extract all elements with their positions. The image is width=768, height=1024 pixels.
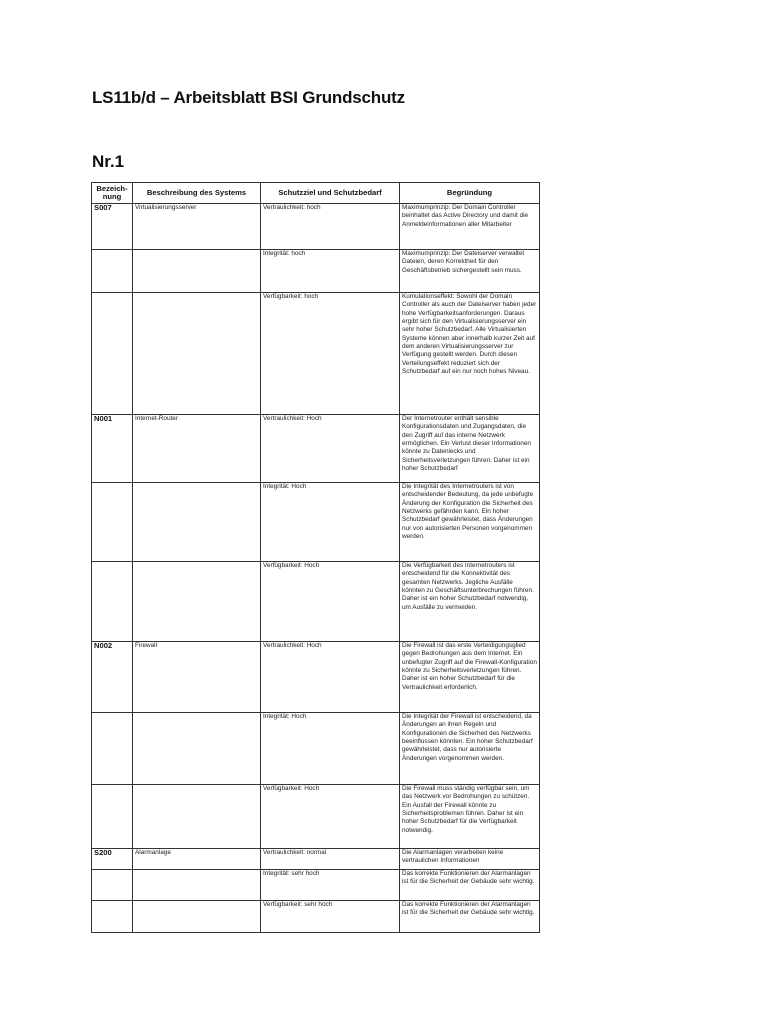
- row-code: N001: [92, 415, 133, 483]
- header-justification: Begründung: [400, 183, 540, 204]
- table-row: [92, 849, 540, 870]
- row-goal: Vertraulichkeit: hoch: [261, 204, 400, 250]
- row-code: [92, 250, 133, 293]
- table-row: [92, 713, 540, 785]
- row-goal: Integrität: Hoch: [261, 713, 400, 785]
- row-goal: Verfügbarkeit: Hoch: [261, 785, 400, 849]
- table-header-row: [92, 183, 540, 204]
- row-goal: Integrität: hoch: [261, 250, 400, 293]
- header-protection-goal: Schutzziel und Schutzbedarf: [261, 183, 400, 204]
- row-system: [133, 901, 261, 933]
- table-row: [92, 785, 540, 849]
- protection-requirements-table: [91, 182, 540, 933]
- row-code: [92, 562, 133, 642]
- row-goal: Vertraulichkeit: Hoch: [261, 642, 400, 713]
- row-code: S007: [92, 204, 133, 250]
- row-code: S200: [92, 849, 133, 870]
- row-reason: Die Firewall muss ständig verfügbar sein, um das Netzwerk vor Bedrohungen zu schützen. Ein Ausfall der Firewall könnte zu Sicherheitsproblemen führen. Daher ist ein hoher Schutzbedarf für die Verfügbarkeit notwendig.: [400, 785, 540, 849]
- document-title: LS11b/d – Arbeitsblatt BSI Grundschutz: [92, 88, 405, 107]
- row-system: Virtualisierungsserver: [133, 204, 261, 250]
- row-reason: Die Firewall ist das erste Verteidigungsglied gegen Bedrohungen aus dem Internet. Ein unbefugter Zugriff auf die Firewall-Konfiguration könnte zu Sicherheitsverletzungen führen. Daher ist ein hoher Schutzbedarf für die Vertraulichkeit erforderlich.: [400, 642, 540, 713]
- row-goal: Verfügbarkeit: sehr hoch: [261, 901, 400, 933]
- row-code: [92, 785, 133, 849]
- row-system: [133, 562, 261, 642]
- row-goal: Vertraulichkeit: Hoch: [261, 415, 400, 483]
- row-reason: Die Integrität des Internetrouters ist von entscheidender Bedeutung, da jede unbefugte Änderung der Konfiguration die Sicherheit des Netzwerks gefährden kann. Ein hoher Schutzbedarf gewährleistet, dass Änderungen nur von autorisierten Personen vorgenommen werden.: [400, 483, 540, 562]
- row-code: [92, 870, 133, 901]
- row-code: [92, 293, 133, 415]
- row-reason: Maximumprinzip: Der Domain Controller beinhaltet das Active Directory und damit die Anmeldeinformationen aller Mitarbeiter: [400, 204, 540, 250]
- table-row: [92, 870, 540, 901]
- row-goal: Integrität: Hoch: [261, 483, 400, 562]
- row-system: Firewall: [133, 642, 261, 713]
- row-reason: Das korrekte Funktionieren der Alarmanlagen ist für die Sicherheit der Gebäude sehr wichtig.: [400, 901, 540, 933]
- table-row: [92, 901, 540, 933]
- row-goal: Verfügbarkeit: hoch: [261, 293, 400, 415]
- table-row: [92, 642, 540, 713]
- row-code: [92, 483, 133, 562]
- section-title: Nr.1: [92, 152, 125, 171]
- row-reason: Kumulationseffekt: Sowohl der Domain Controller als auch der Dateiserver haben jeder hohe Verfügbarkeitsanforderungen. Daraus ergibt sich für den Virtualisierungsserver ein sehr hoher Schutzbedarf. Alle Virtualisierten Systeme können aber innerhalb kurzer Zeit auf dem anderen Virtualisierungsserver zur Verfügung gestellt werden. Durch diesen Verteilungseffekt reduziert sich der Schutzbedarf auf ein nur noch hohes Niveau.: [400, 293, 540, 415]
- row-reason: Die Verfügbarkeit des Internetrouters ist entscheidend für die Konnektivität des gesamten Netzwerks. Jegliche Ausfälle könnten zu Geschäftsunterbrechungen führen. Daher ist ein hoher Schutzbedarf notwendig, um Ausfälle zu vermeiden.: [400, 562, 540, 642]
- table-row: [92, 415, 540, 483]
- row-system: [133, 870, 261, 901]
- row-system: [133, 713, 261, 785]
- row-code: [92, 901, 133, 933]
- table-row: [92, 293, 540, 415]
- table-row: [92, 562, 540, 642]
- row-system: Alarmanlage: [133, 849, 261, 870]
- row-goal: Verfügbarkeit: Hoch: [261, 562, 400, 642]
- row-code: [92, 713, 133, 785]
- row-system: [133, 250, 261, 293]
- row-system: [133, 483, 261, 562]
- row-code: N002: [92, 642, 133, 713]
- row-goal: Vertraulichkeit: normal: [261, 849, 400, 870]
- row-system: [133, 293, 261, 415]
- table-row: [92, 204, 540, 250]
- row-system: Internet-Router: [133, 415, 261, 483]
- row-goal: Integrität: sehr hoch: [261, 870, 400, 901]
- row-system: [133, 785, 261, 849]
- row-reason: Das korrekte Funktionieren der Alarmanlagen ist für die Sicherheit der Gebäude sehr wichtig.: [400, 870, 540, 901]
- row-reason: Die Integrität der Firewall ist entscheidend, da Änderungen an ihren Regeln und Konfigurationen die Sicherheit des Netzwerks beeinflussen könnten. Ein hoher Schutzbedarf gewährleistet, dass nur autorisierte Änderungen vorgenommen werden.: [400, 713, 540, 785]
- table-row: [92, 250, 540, 293]
- row-reason: Der Internetrouter enthält sensible Konfigurationsdaten und Zugangsdaten, die den Zugriff auf das interne Netzwerk ermöglichen. Ein Verlust dieser Informationen könnte zu Datenlecks und Sicherheitsverletzungen führen. Daher ist ein hoher Schutzbedarf: [400, 415, 540, 483]
- row-reason: Maximumprinzip: Der Dateiserver verwaltet Dateien, deren Korrektheit für den Geschäftsbetrieb sichergestellt sein muss.: [400, 250, 540, 293]
- header-system-description: Beschreibung des Systems: [133, 183, 261, 204]
- header-designation: Bezeich- nung: [92, 183, 133, 204]
- row-reason: Die Alarmanlagen verarbeiten keine vertraulichen Informationen: [400, 849, 540, 870]
- table-row: [92, 483, 540, 562]
